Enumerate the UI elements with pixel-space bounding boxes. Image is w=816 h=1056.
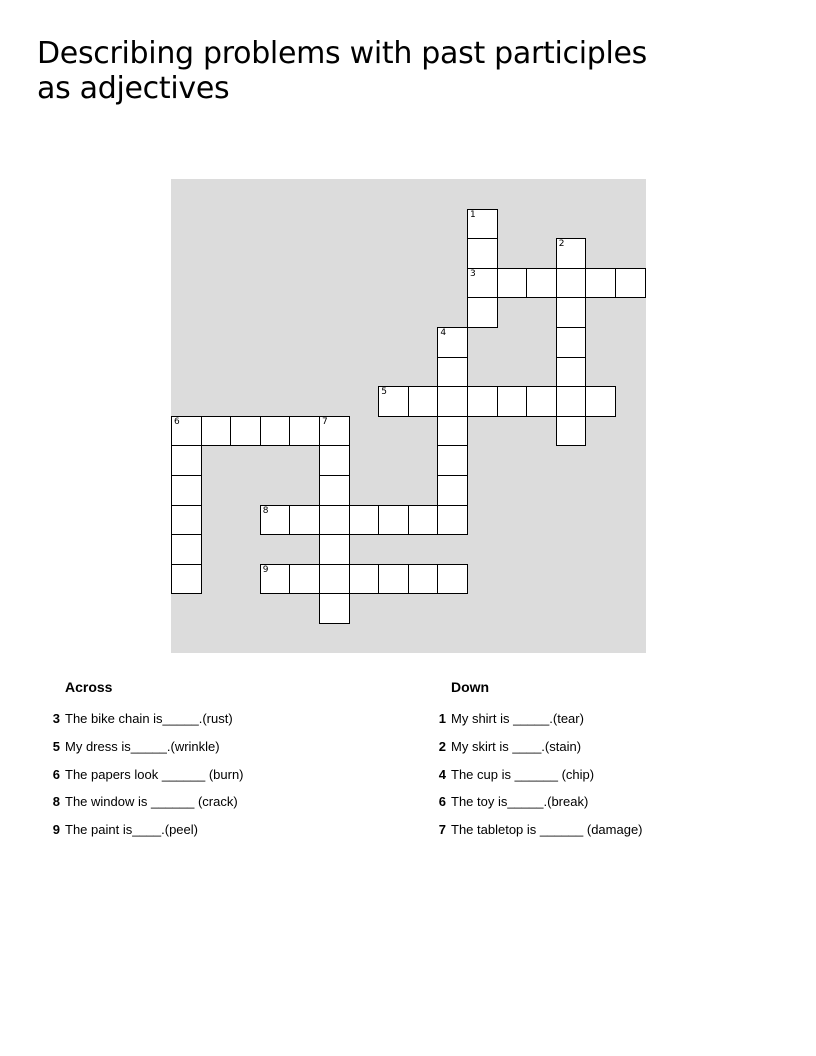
crossword-cell[interactable] [437, 386, 468, 417]
crossword-cell[interactable] [378, 505, 409, 536]
down-heading: Down [451, 679, 490, 695]
cell-number: 9 [262, 564, 269, 575]
crossword-cell[interactable] [526, 268, 557, 299]
crossword-cell[interactable] [437, 564, 468, 595]
crossword-cell[interactable] [437, 357, 468, 388]
clue-text: My shirt is _____.(tear) [451, 711, 584, 726]
clue-text: The toy is_____.(break) [451, 794, 589, 810]
crossword-cell[interactable] [467, 238, 498, 269]
down-clue [428, 766, 788, 794]
across-clue [42, 738, 382, 766]
crossword-cell[interactable] [260, 564, 291, 595]
crossword-cell[interactable] [319, 416, 350, 447]
clue-number: 9 [52, 822, 60, 838]
crossword-cell[interactable] [289, 416, 320, 447]
crossword-cell[interactable] [556, 357, 587, 388]
crossword-cell[interactable] [585, 386, 616, 417]
clue-text: The window is ______ (crack) [65, 794, 238, 810]
crossword-cell[interactable] [556, 238, 587, 269]
clue-number: 3 [52, 711, 60, 726]
crossword-cell[interactable] [230, 416, 261, 447]
crossword-cell[interactable] [526, 386, 557, 417]
down-clue [428, 710, 788, 738]
clue-number: 6 [52, 766, 60, 782]
crossword-cell[interactable] [201, 416, 232, 447]
clue-text: The papers look ______ (burn) [65, 766, 244, 782]
crossword-cell[interactable] [378, 386, 409, 417]
crossword-cell[interactable] [556, 327, 587, 358]
clue-text: My dress is_____.(wrinkle) [65, 738, 220, 754]
crossword-cell[interactable] [556, 386, 587, 417]
crossword-cell[interactable] [349, 564, 380, 595]
crossword-cell[interactable] [319, 534, 350, 565]
crossword-cell[interactable] [349, 505, 380, 536]
clue-text: My skirt is ____.(stain) [451, 738, 582, 754]
clue-number: 1 [438, 711, 446, 726]
crossword-cell[interactable] [378, 564, 409, 595]
crossword-cell[interactable] [467, 268, 498, 299]
crossword-cell[interactable] [171, 475, 202, 506]
across-clue [42, 821, 382, 849]
cell-number: 3 [470, 268, 476, 279]
cell-number: 4 [440, 328, 447, 338]
crossword-cell[interactable] [467, 386, 498, 417]
crossword-cell[interactable] [289, 505, 320, 536]
clue-number: 8 [52, 794, 60, 810]
crossword-cell[interactable] [260, 505, 291, 536]
crossword-cell[interactable] [171, 416, 202, 447]
crossword-cell[interactable] [319, 564, 350, 595]
down-clues [428, 678, 788, 849]
clue-number: 6 [438, 794, 446, 810]
crossword-cell[interactable] [556, 268, 587, 299]
crossword-cell[interactable] [437, 505, 468, 536]
crossword-cell[interactable] [319, 505, 350, 536]
crossword-cell[interactable] [289, 564, 320, 595]
cell-number: 1 [470, 209, 476, 220]
crossword-cell[interactable] [497, 386, 528, 417]
crossword-cell[interactable] [319, 593, 350, 624]
crossword-cell[interactable] [408, 564, 439, 595]
crossword-cell[interactable] [585, 268, 616, 299]
crossword-cell[interactable] [556, 297, 587, 328]
crossword-cell[interactable] [467, 209, 498, 240]
cell-number: 6 [174, 416, 180, 427]
down-clue [428, 738, 788, 766]
clue-text: The tabletop is ______ (damage) [451, 822, 643, 838]
crossword-cell[interactable] [171, 564, 202, 595]
clue-text: The paint is____.(peel) [65, 822, 198, 838]
clue-number: 4 [438, 766, 446, 782]
crossword-cell[interactable] [408, 505, 439, 536]
crossword-cell[interactable] [556, 416, 587, 447]
crossword-grid [171, 179, 646, 653]
clue-number: 2 [438, 738, 446, 754]
crossword-cell[interactable] [615, 268, 646, 299]
across-clues [42, 678, 382, 849]
crossword-cell[interactable] [437, 327, 468, 358]
crossword-cell[interactable] [437, 445, 468, 476]
crossword-cell[interactable] [319, 445, 350, 476]
crossword-cell[interactable] [408, 386, 439, 417]
down-clue [428, 821, 788, 849]
across-heading: Across [65, 679, 113, 695]
crossword-cell[interactable] [437, 475, 468, 506]
cell-number: 5 [381, 387, 387, 398]
clue-number: 7 [438, 822, 446, 838]
crossword-cell[interactable] [437, 416, 468, 447]
crossword-cell[interactable] [260, 416, 291, 447]
crossword-cell[interactable] [171, 445, 202, 476]
across-clue [42, 793, 382, 821]
crossword-cell[interactable] [171, 505, 202, 536]
cell-number: 8 [262, 505, 269, 516]
page-title: Describing problems with past participles as adjectives [37, 36, 648, 106]
cell-number: 7 [322, 416, 328, 427]
crossword-cell[interactable] [467, 297, 498, 328]
across-clue [42, 766, 382, 794]
clue-number: 5 [52, 738, 60, 754]
crossword-cell[interactable] [497, 268, 528, 299]
cell-number: 2 [558, 239, 565, 250]
clue-text: The cup is ______ (chip) [451, 766, 595, 782]
crossword-cell[interactable] [171, 534, 202, 565]
clue-text: The bike chain is_____.(rust) [65, 711, 233, 726]
crossword-cell[interactable] [319, 475, 350, 506]
across-clue [42, 710, 382, 738]
down-clue [428, 793, 788, 821]
